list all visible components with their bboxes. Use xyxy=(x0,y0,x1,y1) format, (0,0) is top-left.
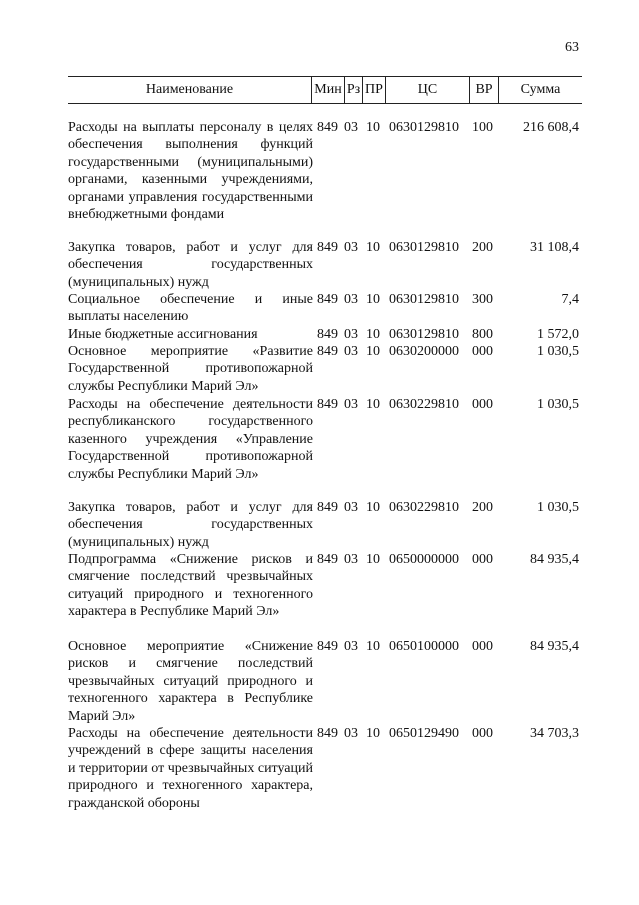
row-min: 849 xyxy=(317,500,338,515)
header-min: Мин xyxy=(314,82,342,97)
row-vr: 000 xyxy=(472,639,493,654)
row-name: Основное мероприятие «Развитие Государственной противопожарной службы Республики Марий Эл» xyxy=(68,344,313,394)
row-cs: 0630129810 xyxy=(389,327,459,342)
row-sum: 31 108,4 xyxy=(530,240,579,255)
row-min: 849 xyxy=(317,552,338,567)
row-name: Социальное обеспечение и иные выплаты населению xyxy=(68,292,313,325)
header-cs: ЦС xyxy=(417,82,438,97)
header-bottom-rule xyxy=(68,103,582,104)
row-min: 849 xyxy=(317,726,338,741)
row-pr: 10 xyxy=(366,500,380,515)
row-pr: 10 xyxy=(366,726,380,741)
row-cs: 0630229810 xyxy=(389,397,459,412)
row-vr: 100 xyxy=(472,120,493,135)
row-vr: 000 xyxy=(472,552,493,567)
row-sum: 1 030,5 xyxy=(537,397,579,412)
row-sum: 1 572,0 xyxy=(537,327,579,342)
row-cs: 0630129810 xyxy=(389,120,459,135)
row-name: Основное мероприятие «Снижение рисков и смягчение последствий чрезвычайных ситуаций природного и техногенного характера в Республике Марий Эл» xyxy=(68,639,313,724)
row-pr: 10 xyxy=(366,292,380,307)
row-sum: 7,4 xyxy=(561,292,579,307)
row-name: Закупка товаров, работ и услуг для обеспечения государственных (муниципальных) нужд xyxy=(68,500,313,550)
row-vr: 000 xyxy=(472,397,493,412)
row-vr: 000 xyxy=(472,344,493,359)
row-min: 849 xyxy=(317,120,338,135)
row-name: Подпрограмма «Снижение рисков и смягчение последствий чрезвычайных ситуаций природного и техногенного характера в Республике Марий Эл» xyxy=(68,552,313,620)
row-pr: 10 xyxy=(366,240,380,255)
row-rz: 03 xyxy=(344,120,358,135)
header-vr: ВР xyxy=(475,82,493,97)
row-name: Закупка товаров, работ и услуг для обеспечения государственных (муниципальных) нужд xyxy=(68,240,313,290)
row-pr: 10 xyxy=(366,397,380,412)
row-pr: 10 xyxy=(366,639,380,654)
row-rz: 03 xyxy=(344,639,358,654)
row-rz: 03 xyxy=(344,397,358,412)
row-cs: 0630129810 xyxy=(389,240,459,255)
row-min: 849 xyxy=(317,292,338,307)
row-pr: 10 xyxy=(366,552,380,567)
row-sum: 1 030,5 xyxy=(537,500,579,515)
row-pr: 10 xyxy=(366,344,380,359)
row-vr: 000 xyxy=(472,726,493,741)
row-name: Иные бюджетные ассигнования xyxy=(68,327,258,342)
row-rz: 03 xyxy=(344,726,358,741)
header-pr: ПР xyxy=(365,82,383,97)
row-min: 849 xyxy=(317,240,338,255)
row-vr: 200 xyxy=(472,500,493,515)
row-sum: 84 935,4 xyxy=(530,639,579,654)
row-rz: 03 xyxy=(344,500,358,515)
row-pr: 10 xyxy=(366,327,380,342)
row-pr: 10 xyxy=(366,120,380,135)
row-min: 849 xyxy=(317,639,338,654)
row-sum: 216 608,4 xyxy=(523,120,579,135)
row-vr: 800 xyxy=(472,327,493,342)
row-rz: 03 xyxy=(344,344,358,359)
row-cs: 0630200000 xyxy=(389,344,459,359)
row-rz: 03 xyxy=(344,292,358,307)
row-cs: 0650129490 xyxy=(389,726,459,741)
page-number: 63 xyxy=(565,40,579,55)
row-min: 849 xyxy=(317,344,338,359)
row-min: 849 xyxy=(317,397,338,412)
row-cs: 0630129810 xyxy=(389,292,459,307)
row-cs: 0650100000 xyxy=(389,639,459,654)
row-sum: 34 703,3 xyxy=(530,726,579,741)
row-name: Расходы на выплаты персоналу в целях обеспечения выполнения функций государственными (муниципальными) органами, казенными учреждениями, органами управления государственными внебюджетными фондами xyxy=(68,120,313,223)
row-name: Расходы на обеспечение деятельности учреждений в сфере защиты населения и территории от чрезвычайных ситуаций природного и техногенного характера, гражданской обороны xyxy=(68,726,313,811)
header-name: Наименование xyxy=(145,82,234,97)
row-vr: 200 xyxy=(472,240,493,255)
row-cs: 0630229810 xyxy=(389,500,459,515)
header-rz: Рз xyxy=(346,82,361,97)
row-rz: 03 xyxy=(344,240,358,255)
header-sum: Сумма xyxy=(520,82,561,97)
row-min: 849 xyxy=(317,327,338,342)
row-cs: 0650000000 xyxy=(389,552,459,567)
row-vr: 300 xyxy=(472,292,493,307)
row-rz: 03 xyxy=(344,552,358,567)
row-name: Расходы на обеспечение деятельности республиканского государственного казенного учреждения «Управление Государственной противопожарной службы Республики Марий Эл» xyxy=(68,397,313,482)
row-rz: 03 xyxy=(344,327,358,342)
row-sum: 84 935,4 xyxy=(530,552,579,567)
row-sum: 1 030,5 xyxy=(537,344,579,359)
